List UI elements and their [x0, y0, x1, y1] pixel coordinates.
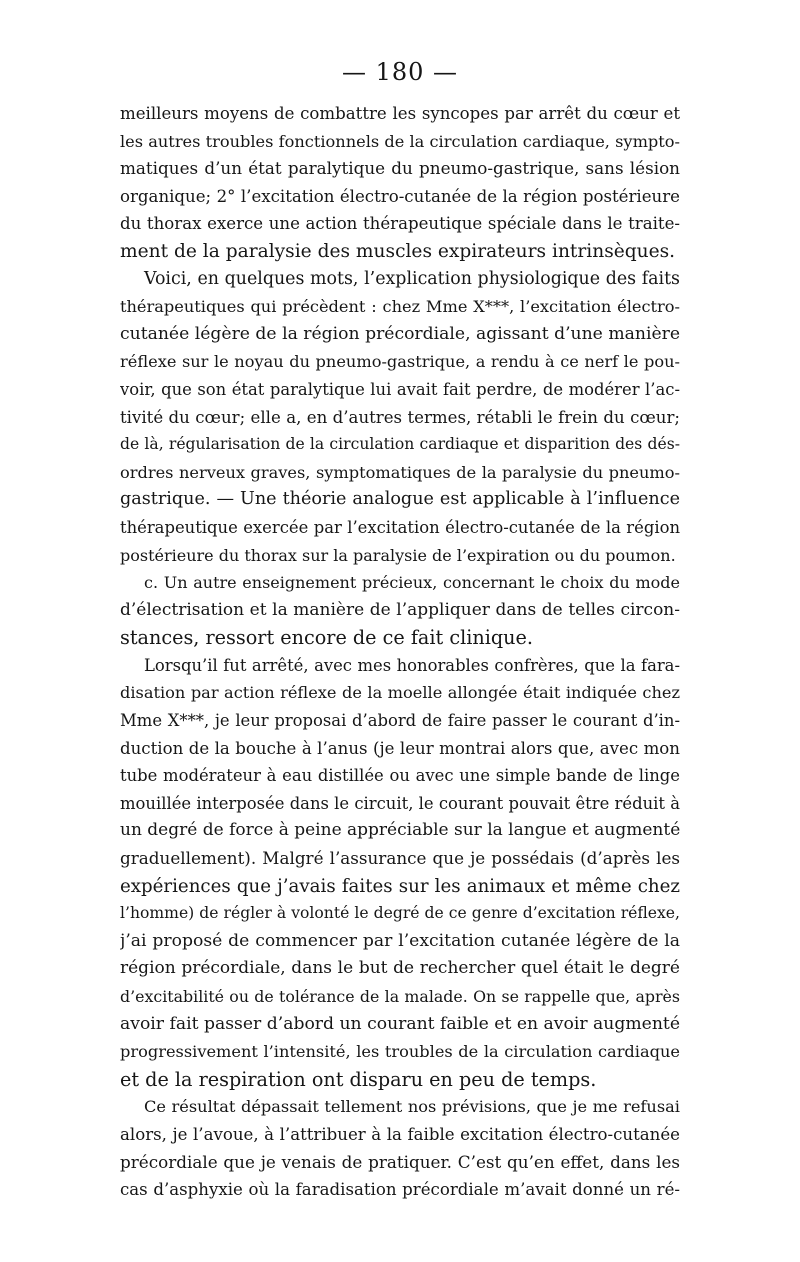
text-line: d’excitabilité ou de tolérance de la malade. On se rappelle que, après [120, 987, 680, 1006]
text-line: d’électrisation et la manière de l’appliquer dans de telles circon- [120, 599, 680, 620]
paragraph [120, 1093, 680, 1203]
text-line: cutanée légère de la région précordiale, agissant d’une manière [120, 323, 680, 344]
text-line: meilleurs moyens de combattre les syncopes par arrêt du cœur et [120, 104, 680, 123]
text-line: les autres troubles fonctionnels de la circulation cardiaque, sympto- [120, 131, 680, 151]
text-line: duction de la bouche à l’anus (je leur montrai alors que, avec mon [120, 738, 680, 758]
text-line: thérapeutiques qui précèdent : chez Mme X***, l’excitation électro- [120, 297, 680, 317]
text-line: Voici, en quelques mots, l’explication physiologique des faits [144, 268, 680, 289]
text-line: mouillée interposée dans le circuit, le courant pouvait être réduit à [120, 793, 680, 813]
text-line: avoir fait passer d’abord un courant faible et en avoir augmenté [120, 1013, 680, 1034]
paragraph [120, 652, 680, 1094]
body-text [120, 100, 680, 1204]
paragraph [120, 100, 680, 266]
text-line: précordiale que je venais de pratiquer. C’est qu’en effet, dans les [120, 1151, 680, 1172]
text-line: c. Un autre enseignement précieux, concernant le choix du mode [144, 573, 680, 593]
text-line: voir, que son état paralytique lui avait fait perdre, de modérer l’ac- [120, 379, 680, 399]
text-line: cas d’asphyxie où la faradisation précordiale m’avait donné un ré- [120, 1180, 680, 1200]
text-line: progressivement l’intensité, les troubles de la circulation cardiaque [120, 1042, 680, 1062]
text-line: tube modérateur à eau distillée ou avec une simple bande de linge [120, 766, 680, 786]
page-number: — 180 — [341, 58, 459, 86]
text-line: ordres nerveux graves, symptomatiques de la paralysie du pneumo- [120, 462, 680, 482]
paragraph [120, 266, 680, 570]
text-line: tivité du cœur; elle a, en d’autres termes, rétabli le frein du cœur; [120, 407, 680, 427]
text-line: l’homme) de régler à volonté le degré de ce genre d’excitation réflexe, [120, 904, 680, 923]
text-line: réflexe sur le noyau du pneumo-gastrique, a rendu à ce nerf le pou- [120, 352, 680, 372]
book-page [120, 58, 680, 1204]
text-line: ment de la paralysie des muscles expirateurs intrinsèques. [120, 240, 676, 262]
text-line: stances, ressort encore de ce fait clinique. [120, 626, 533, 650]
text-line: région précordiale, dans le but de rechercher quel était le degré [120, 958, 680, 979]
text-line: et de la respiration ont disparu en peu de temps. [120, 1067, 597, 1091]
text-line: Lorsqu’il fut arrêté, avec mes honorables confrères, que la fara- [144, 655, 680, 675]
text-line: graduellement). Malgré l’assurance que je possédais (d’après les [120, 848, 680, 869]
text-line: expériences que j’avais faites sur les animaux et même chez [120, 875, 680, 897]
text-line: du thorax exerce une action thérapeutique spéciale dans le traite- [120, 214, 680, 234]
text-line: Mme X***, je leur proposai d’abord de faire passer le courant d’in- [120, 711, 680, 731]
text-line: alors, je l’avoue, à l’attribuer à la faible excitation électro-cutanée [120, 1124, 680, 1144]
text-line: Ce résultat dépassait tellement nos prévisions, que je me refusai [144, 1097, 680, 1117]
text-line: de là, régularisation de la circulation cardiaque et disparition des dés- [120, 435, 680, 454]
text-line: disation par action réflexe de la moelle allongée était indiquée chez [120, 683, 680, 703]
text-line: un degré de force à peine appréciable sur la langue et augmenté [120, 820, 680, 841]
text-line: organique; 2° l’excitation électro-cutanée de la région postérieure [120, 186, 680, 206]
text-line: postérieure du thorax sur la paralysie de l’expiration ou du poumon. [120, 545, 676, 565]
text-line: j’ai proposé de commencer par l’excitation cutanée légère de la [120, 930, 680, 951]
text-line: gastrique. — Une théorie analogue est applicable à l’influence [120, 489, 680, 510]
paragraph [120, 569, 680, 652]
text-line: matiques d’un état paralytique du pneumo-gastrique, sans lésion [120, 158, 680, 179]
text-line: thérapeutique exercée par l’excitation électro-cutanée de la région [120, 517, 680, 537]
